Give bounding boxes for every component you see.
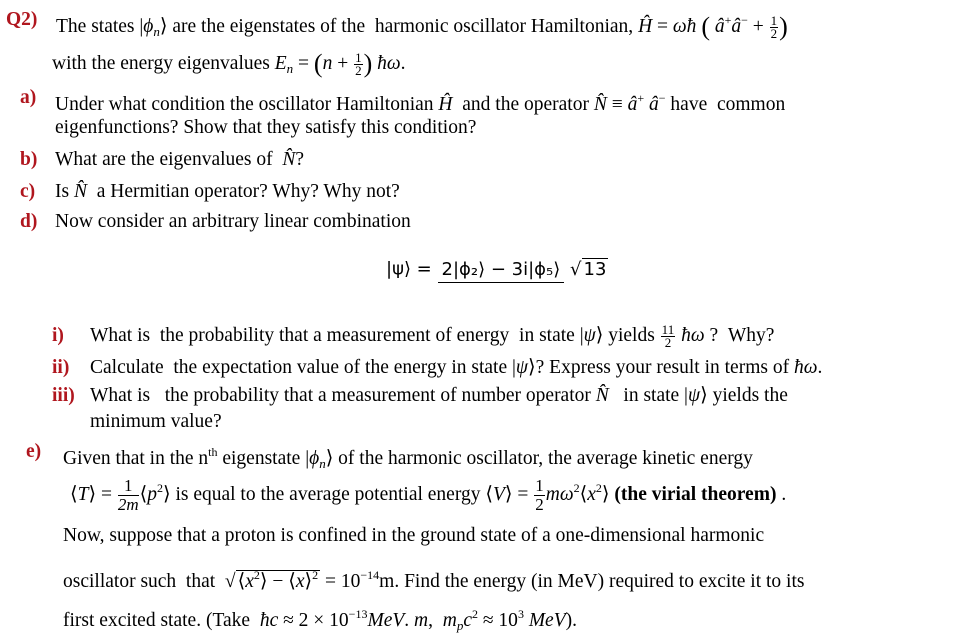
part-d-text: Now consider an arbitrary linear combination <box>55 211 411 232</box>
part-e-line2: ⟨T⟩ = $\frac{1}{2m}$ $⟨p^2⟩$ is equal to the average potential energy ⟨V⟩ = $\frac{1}{2}$ $m\omega^2⟨x^2⟩$ (the virial theorem) . <box>70 476 787 515</box>
part-a-label: a) <box>20 87 37 108</box>
part-iii-label: iii) <box>52 385 75 406</box>
part-d-label: d) <box>20 211 38 232</box>
part-e-line5: first excited state. (Take ħc ≈ $2 \times 10^{-13}MeV$. m, $m_pc^2 \approx 10^3$ MeV). <box>63 607 577 633</box>
question-intro-line2: with the energy eigenvalues $E_n = (n$ + $\frac{1}{2}$ ) ħω. <box>52 49 406 79</box>
part-b-label: b) <box>20 149 38 170</box>
psi-denominator: 13 <box>583 258 607 280</box>
part-i-label: i) <box>52 325 64 346</box>
question-label: Q2) <box>6 9 38 30</box>
psi-lhs: |ψ⟩ = <box>386 258 432 280</box>
psi-equation: |ψ⟩ = 2|ϕ₂⟩ − 3i|ϕ₅⟩ √ 13 <box>386 258 608 280</box>
part-e-line3: Now, suppose that a proton is confined in the ground state of a one-dimensional harmonic <box>63 525 765 546</box>
part-iii-line2: minimum value? <box>90 411 222 432</box>
part-c-label: c) <box>20 181 36 202</box>
psi-numerator: 2|ϕ₂⟩ − 3i|ϕ₅⟩ <box>438 259 565 283</box>
part-ii-label: ii) <box>52 357 70 378</box>
part-e-label: e) <box>26 441 42 462</box>
part-e-line4: oscillator such that √ $⟨x^2⟩$ − ⟨x⟩$^2$ = $10^{-14}m$. Find the energy (in MeV) required to excite it to its <box>63 568 805 592</box>
part-a-line2: eigenfunctions? Show that they satisfy this condition? <box>55 117 477 138</box>
